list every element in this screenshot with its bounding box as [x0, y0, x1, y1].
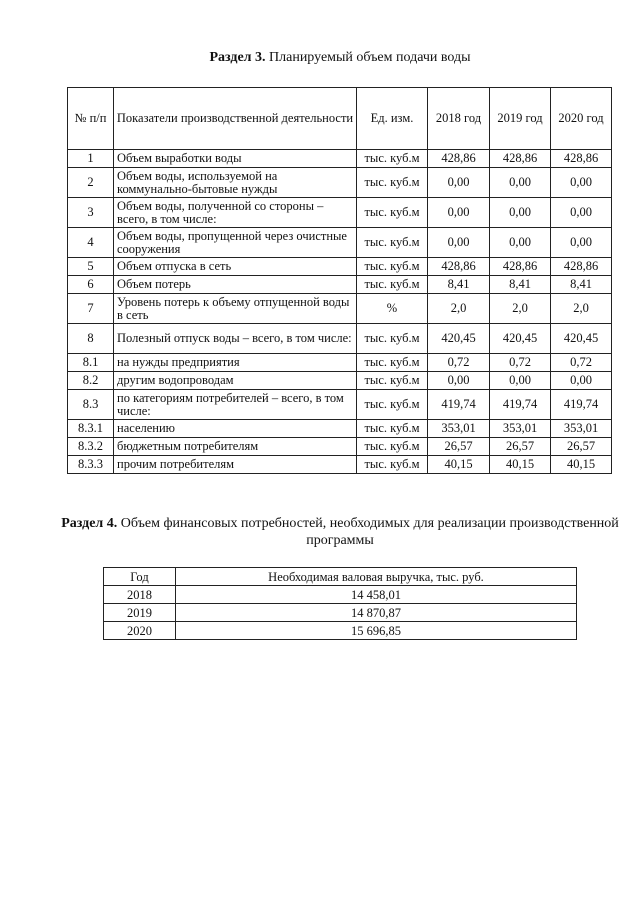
header-2020: 2020 год [551, 88, 612, 150]
row-value-2018: 419,74 [428, 390, 490, 420]
row-revenue: 14 870,87 [176, 604, 577, 622]
row-unit: % [357, 294, 428, 324]
row-unit: тыс. куб.м [357, 372, 428, 390]
row-value-2020: 26,57 [551, 438, 612, 456]
table-row [68, 258, 612, 276]
table-row [68, 168, 612, 198]
table-header-row [104, 568, 577, 586]
row-name: Объем воды, пропущенной через очистные сооружения [114, 228, 357, 258]
row-name: Объем отпуска в сеть [114, 258, 357, 276]
row-num: 8.2 [68, 372, 114, 390]
header-indicator: Показатели производственной деятельности [114, 88, 357, 150]
row-value-2018: 420,45 [428, 324, 490, 354]
row-value-2020: 428,86 [551, 258, 612, 276]
row-value-2019: 353,01 [490, 420, 551, 438]
row-value-2020: 0,00 [551, 198, 612, 228]
row-unit: тыс. куб.м [357, 420, 428, 438]
row-value-2020: 0,00 [551, 372, 612, 390]
row-name: населению [114, 420, 357, 438]
row-num: 8.3.3 [68, 456, 114, 474]
row-value-2019: 0,00 [490, 372, 551, 390]
table-row [68, 150, 612, 168]
row-value-2019: 2,0 [490, 294, 551, 324]
table-row [68, 276, 612, 294]
row-unit: тыс. куб.м [357, 354, 428, 372]
section4-title [60, 515, 620, 549]
section3-label: Раздел 3. [209, 50, 266, 65]
row-name: Полезный отпуск воды – всего, в том числе: [114, 324, 357, 354]
row-value-2018: 428,86 [428, 258, 490, 276]
row-value-2020: 428,86 [551, 150, 612, 168]
row-unit: тыс. куб.м [357, 324, 428, 354]
row-name: другим водопроводам [114, 372, 357, 390]
header-2018: 2018 год [428, 88, 490, 150]
row-value-2018: 26,57 [428, 438, 490, 456]
row-name: прочим потребителям [114, 456, 357, 474]
row-value-2019: 26,57 [490, 438, 551, 456]
row-value-2019: 428,86 [490, 258, 551, 276]
row-name: Объем потерь [114, 276, 357, 294]
row-name: по категориям потребителей – всего, в том числе: [114, 390, 357, 420]
row-value-2019: 428,86 [490, 150, 551, 168]
row-num: 1 [68, 150, 114, 168]
row-unit: тыс. куб.м [357, 228, 428, 258]
row-value-2018: 40,15 [428, 456, 490, 474]
row-name: Объем воды, используемой на коммунально-бытовые нужды [114, 168, 357, 198]
row-num: 8 [68, 324, 114, 354]
row-num: 8.3 [68, 390, 114, 420]
water-supply-table [67, 87, 612, 474]
row-num: 2 [68, 168, 114, 198]
row-value-2019: 0,00 [490, 228, 551, 258]
row-value-2020: 353,01 [551, 420, 612, 438]
row-num: 3 [68, 198, 114, 228]
section3-title-text: Планируемый объем подачи воды [265, 50, 471, 65]
row-name: Объем воды, полученной со стороны – всего, в том числе: [114, 198, 357, 228]
row-value-2020: 0,72 [551, 354, 612, 372]
table-row [68, 324, 612, 354]
row-value-2019: 0,72 [490, 354, 551, 372]
section4-label: Раздел 4. [61, 516, 118, 531]
row-value-2018: 428,86 [428, 150, 490, 168]
row-value-2019: 40,15 [490, 456, 551, 474]
row-value-2018: 0,72 [428, 354, 490, 372]
row-num: 8.1 [68, 354, 114, 372]
row-unit: тыс. куб.м [357, 168, 428, 198]
row-unit: тыс. куб.м [357, 390, 428, 420]
row-num: 8.3.1 [68, 420, 114, 438]
row-num: 6 [68, 276, 114, 294]
table-row [68, 456, 612, 474]
row-num: 8.3.2 [68, 438, 114, 456]
row-revenue: 15 696,85 [176, 622, 577, 640]
row-revenue: 14 458,01 [176, 586, 577, 604]
row-value-2018: 0,00 [428, 228, 490, 258]
header-2019: 2019 год [490, 88, 551, 150]
row-unit: тыс. куб.м [357, 258, 428, 276]
row-unit: тыс. куб.м [357, 456, 428, 474]
row-value-2018: 8,41 [428, 276, 490, 294]
header-num: № п/п [68, 88, 114, 150]
table-row [104, 604, 577, 622]
row-num: 7 [68, 294, 114, 324]
table-row [104, 622, 577, 640]
row-year: 2020 [104, 622, 176, 640]
row-name: Объем выработки воды [114, 150, 357, 168]
row-value-2020: 420,45 [551, 324, 612, 354]
row-year: 2019 [104, 604, 176, 622]
header-year: Год [104, 568, 176, 586]
row-unit: тыс. куб.м [357, 438, 428, 456]
row-value-2018: 353,01 [428, 420, 490, 438]
row-name: Уровень потерь к объему отпущенной воды в сеть [114, 294, 357, 324]
row-num: 5 [68, 258, 114, 276]
section3-title [60, 49, 620, 66]
table-row [68, 294, 612, 324]
row-value-2018: 0,00 [428, 372, 490, 390]
section4-title-text: Объем финансовых потребностей, необходимых для реализации производственной программы [117, 516, 619, 548]
row-value-2020: 0,00 [551, 228, 612, 258]
row-name: на нужды предприятия [114, 354, 357, 372]
row-num: 4 [68, 228, 114, 258]
row-year: 2018 [104, 586, 176, 604]
row-unit: тыс. куб.м [357, 150, 428, 168]
row-value-2018: 0,00 [428, 168, 490, 198]
table-row [68, 198, 612, 228]
table-row [68, 354, 612, 372]
row-value-2019: 0,00 [490, 198, 551, 228]
financial-needs-table [103, 567, 577, 640]
table-row [104, 586, 577, 604]
table-header-row [68, 88, 612, 150]
table-row [68, 390, 612, 420]
row-value-2020: 2,0 [551, 294, 612, 324]
table-row [68, 228, 612, 258]
row-value-2018: 2,0 [428, 294, 490, 324]
row-name: бюджетным потребителям [114, 438, 357, 456]
row-value-2019: 420,45 [490, 324, 551, 354]
row-value-2019: 8,41 [490, 276, 551, 294]
row-unit: тыс. куб.м [357, 198, 428, 228]
table-row [68, 420, 612, 438]
row-value-2020: 40,15 [551, 456, 612, 474]
row-unit: тыс. куб.м [357, 276, 428, 294]
row-value-2018: 0,00 [428, 198, 490, 228]
header-revenue: Необходимая валовая выручка, тыс. руб. [176, 568, 577, 586]
header-unit: Ед. изм. [357, 88, 428, 150]
table-row [68, 438, 612, 456]
table-row [68, 372, 612, 390]
row-value-2020: 8,41 [551, 276, 612, 294]
row-value-2019: 419,74 [490, 390, 551, 420]
row-value-2020: 0,00 [551, 168, 612, 198]
row-value-2020: 419,74 [551, 390, 612, 420]
row-value-2019: 0,00 [490, 168, 551, 198]
